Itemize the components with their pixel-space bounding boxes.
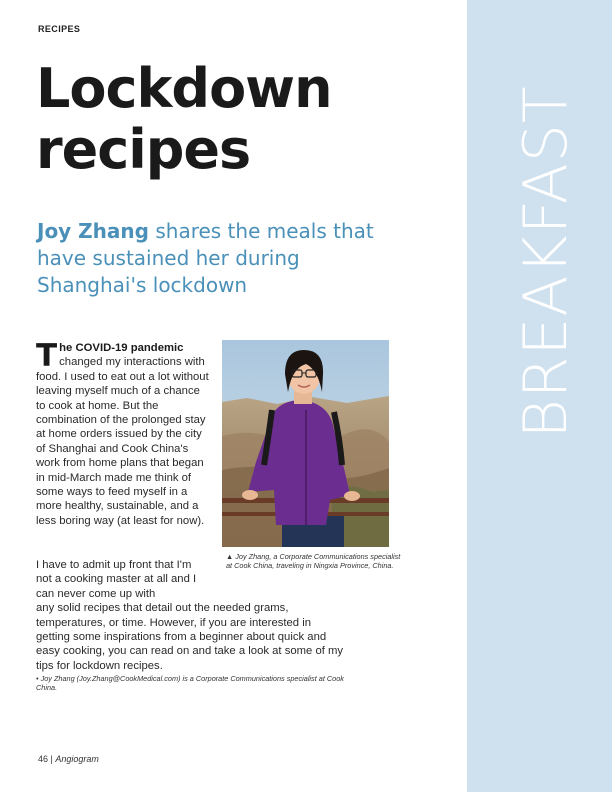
subtitle-text: shares the meals that have sustained her during Shanghai's lockdown [37,219,374,297]
second-paragraph-start: I have to admit up front that I'm not a cooking master at all and I can never come up with [36,559,197,600]
section-label: RECIPES [38,24,81,34]
magazine-name: Angiogram [55,754,99,764]
author-bio: • Joy Zhang (Joy.Zhang@CookMedical.com) is a Corporate Communications specialist at Cook China. [36,674,344,693]
second-paragraph [36,558,346,673]
author-photo-illustration [222,340,389,547]
intro-paragraph [36,338,211,528]
subtitle-author: Joy Zhang [37,219,149,243]
author-photo [222,340,389,547]
intro-text: changed my interactions with food. I used to eat out a lot without leaving myself much of a chance to cook at home. But the combination of the prolonged stay at home orders issued by the city of Shanghai and Cook China's work from home plans that began in mid-March made me think of some ways to feed myself in a more healthy, sustainable, and a less boring way (at least for now). [36,356,209,527]
page-number: 46 [38,754,49,764]
footer-separator: | [48,754,56,764]
title-line-1: Lockdown [36,57,332,120]
page-title [36,58,332,180]
dropcap: T [36,338,58,374]
subtitle [37,218,397,299]
title-line-2: recipes [36,118,251,181]
second-paragraph-end: any solid recipes that detail out the needed grams, temperatures, or time. However, if you are interested in getting some inspirations from a beginner about quick and easy cooking, you can read on and take a look at some of my tips for lockdown recipes. [36,602,344,672]
lead-in: he COVID-19 pandemic [59,342,184,354]
photo-caption: ▲ Joy Zhang, a Corporate Communications specialist at Cook China, traveling in Ningxia Province, China. [226,552,401,570]
page-footer [38,754,99,764]
sidebar-category-label: BREAKFAST [511,85,581,439]
